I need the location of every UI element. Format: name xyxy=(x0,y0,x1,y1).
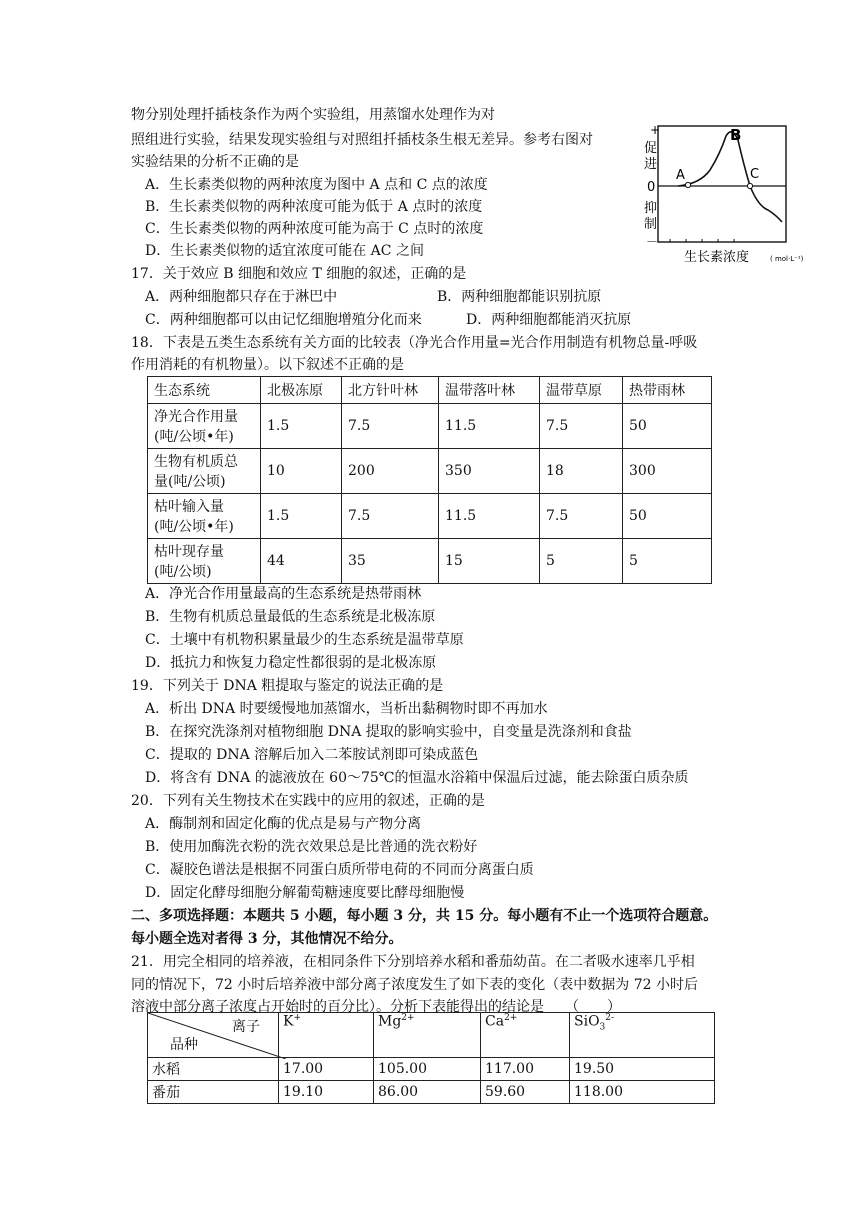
q20-option-a: A．酶制剂和固定化酶的优点是易与产物分离 xyxy=(145,816,422,832)
ion-charge: 2- xyxy=(605,1013,615,1023)
q21-text-line1: 21．用完全相同的培养液，在相同条件下分别培养水稻和番茄幼苗。在二者吸水速率几乎相 xyxy=(131,954,695,970)
q18-option-b: B．生物有机质总量最低的生态系统是北极冻原 xyxy=(145,609,436,625)
ion-charge: 2+ xyxy=(504,1013,518,1023)
row-label-line1: 枯叶现存量 xyxy=(154,544,224,560)
q16-growth-graph xyxy=(640,118,830,268)
table-cell: 35 xyxy=(342,539,439,584)
section2-heading-line1: 二、多项选择题：本题共 5 小题，每小题 3 分，共 15 分。每小题有不止一个选项符合题意。 xyxy=(131,908,718,924)
point-c-marker xyxy=(747,183,752,188)
table-row xyxy=(148,1058,715,1081)
plus-sign: + xyxy=(650,123,661,137)
table-cell: 300 xyxy=(623,449,712,494)
q19-option-c: C．提取的 DNA 溶解后加入二苯胺试剂即可染成蓝色 xyxy=(145,747,479,763)
promote-label-1: 促 xyxy=(644,141,658,156)
corner-header-cell xyxy=(148,1013,279,1058)
ion-base: K xyxy=(283,1013,294,1030)
ion-base: SiO xyxy=(574,1013,600,1030)
q18-option-c: C．土壤中有机物积累量最少的生态系统是温带草原 xyxy=(145,632,464,648)
row-label-line1: 枯叶输入量 xyxy=(154,499,224,515)
inhibit-label-1: 抑 xyxy=(644,201,658,216)
row-label-line1: 净光合作用量 xyxy=(154,409,238,425)
q21-text-line2: 同的情况下，72 小时后培养液中部分离子浓度发生了如下表的变化（表中数据为 72 小时后 xyxy=(131,977,698,993)
table-cell: 19.50 xyxy=(570,1058,715,1081)
table-cell: 59.60 xyxy=(481,1081,570,1104)
corner-label-ion: 离子 xyxy=(232,1019,260,1035)
q16-text-line1: 物分别处理扦插枝条作为两个实验组，用蒸馏水处理作为对 xyxy=(131,107,495,123)
table-header-row xyxy=(148,1013,715,1058)
table-cell: 105.00 xyxy=(374,1058,481,1081)
table-cell: 19.10 xyxy=(279,1081,374,1104)
table-row xyxy=(148,449,712,494)
table-header-row xyxy=(148,377,712,404)
header-temperate-deciduous: 温带落叶林 xyxy=(439,377,540,404)
corner-diagonal-line xyxy=(148,1013,286,1059)
header-tropical-rainforest: 热带雨林 xyxy=(623,377,712,404)
header-boreal-forest: 北方针叶林 xyxy=(342,377,439,404)
table-cell: 10 xyxy=(261,449,342,494)
table-cell: 18 xyxy=(540,449,623,494)
table-row xyxy=(148,494,712,539)
header-ion-mg xyxy=(374,1013,481,1058)
row-label-tomato: 番茄 xyxy=(148,1081,279,1104)
table-cell: 1.5 xyxy=(261,404,342,449)
table-cell: 1.5 xyxy=(261,494,342,539)
row-label-line2: (吨/公顷) xyxy=(154,564,212,580)
point-b-label: B xyxy=(730,126,742,144)
q16-text-line3: 实验结果的分析不正确的是 xyxy=(131,154,299,170)
x-axis-unit: ( mol·L⁻¹) xyxy=(770,255,804,263)
table-cell: 118.00 xyxy=(570,1081,715,1104)
table-cell: 86.00 xyxy=(374,1081,481,1104)
q16-option-c: C．生长素类似物的两种浓度可能为高于 C 点时的浓度 xyxy=(145,221,484,237)
q18-text-line2: 作用消耗的有机物量）。以下叙述不正确的是 xyxy=(131,357,404,373)
corner-label-variety: 品种 xyxy=(170,1037,198,1053)
q19-option-b: B．在探究洗涤剂对植物细胞 DNA 提取的影响实验中，自变量是洗涤剂和食盐 xyxy=(145,724,632,740)
table-row xyxy=(148,1081,715,1104)
row-label xyxy=(148,404,261,449)
q17-option-b: B．两种细胞都能识别抗原 xyxy=(437,289,602,305)
table-cell: 50 xyxy=(623,494,712,539)
promote-label-2: 进 xyxy=(644,157,658,172)
point-c-label: C xyxy=(750,167,760,182)
table-cell: 200 xyxy=(342,449,439,494)
row-label-line1: 生物有机质总 xyxy=(154,454,238,470)
ion-charge: 2+ xyxy=(401,1013,415,1023)
table-cell: 11.5 xyxy=(439,494,540,539)
table-cell: 350 xyxy=(439,449,540,494)
q19-option-d: D．将含有 DNA 的滤液放在 60～75℃的恒温水浴箱中保温后过滤，能去除蛋白质杂质 xyxy=(145,770,689,786)
table-cell: 7.5 xyxy=(342,494,439,539)
inhibit-label-2: 制 xyxy=(644,217,658,232)
row-label-line2: 量(吨/公顷) xyxy=(154,474,226,490)
table-cell: 5 xyxy=(540,539,623,584)
point-a-marker xyxy=(685,182,690,187)
q18-option-a: A．净光合作用量最高的生态系统是热带雨林 xyxy=(145,586,422,602)
ion-base: Ca xyxy=(485,1013,505,1030)
table-cell: 117.00 xyxy=(481,1058,570,1081)
row-label-rice: 水稻 xyxy=(148,1058,279,1081)
q20-stem: 20．下列有关生物技术在实践中的应用的叙述，正确的是 xyxy=(131,793,485,809)
q16-option-a: A．生长素类似物的两种浓度为图中 A 点和 C 点的浓度 xyxy=(145,177,488,193)
table-row xyxy=(148,404,712,449)
table-cell: 7.5 xyxy=(342,404,439,449)
q18-text-line1: 18．下表是五类生态系统有关方面的比较表（净光合作用量=光合作用制造有机物总量-呼吸 xyxy=(131,335,698,351)
ion-subscript: 3 xyxy=(599,1022,606,1033)
q18-option-d: D．抵抗力和恢复力稳定性都很弱的是北极冻原 xyxy=(145,655,437,671)
table-cell: 11.5 xyxy=(439,404,540,449)
table-cell: 44 xyxy=(261,539,342,584)
section2-heading-line2: 每小题全选对者得 3 分，其他情况不给分。 xyxy=(131,931,403,947)
growth-curve xyxy=(678,132,782,222)
header-ion-sio3 xyxy=(570,1013,715,1058)
table-cell: 7.5 xyxy=(540,404,623,449)
q20-option-b: B．使用加酶洗衣粉的洗衣效果总是比普通的洗衣粉好 xyxy=(145,839,478,855)
q20-option-d: D．固定化酵母细胞分解葡萄糖速度要比酵母细胞慢 xyxy=(145,885,465,901)
header-arctic-tundra: 北极冻原 xyxy=(261,377,342,404)
q19-stem: 19．下列关于 DNA 粗提取与鉴定的说法正确的是 xyxy=(131,678,444,694)
header-ion-k xyxy=(279,1013,374,1058)
table-cell: 50 xyxy=(623,404,712,449)
header-ecosystem: 生态系统 xyxy=(148,377,261,404)
header-temperate-grassland: 温带草原 xyxy=(540,377,623,404)
table-cell: 5 xyxy=(623,539,712,584)
q18-table xyxy=(147,376,712,584)
q16-option-b: B．生长素类似物的两种浓度可能为低于 A 点时的浓度 xyxy=(145,199,483,215)
q17-option-c: C．两种细胞都可以由记忆细胞增殖分化而来 xyxy=(145,312,422,328)
graph-frame xyxy=(658,126,786,242)
q17-option-a: A．两种细胞都只存在于淋巴中 xyxy=(145,289,338,305)
table-cell: 7.5 xyxy=(540,494,623,539)
q16-text-line2: 照组进行实验，结果发现实验组与对照组扦插枝条生根无差异。参考右图对 xyxy=(131,132,593,148)
q16-option-d: D．生长素类似物的适宜浓度可能在 AC 之间 xyxy=(145,243,424,259)
table-cell: 15 xyxy=(439,539,540,584)
table-cell: 17.00 xyxy=(279,1058,374,1081)
q21-table xyxy=(147,1012,715,1104)
q17-option-d: D．两种细胞都能消灭抗原 xyxy=(466,312,632,328)
minus-sign: － xyxy=(646,235,659,249)
row-label-line2: (吨/公顷•年) xyxy=(154,429,234,445)
x-axis-label: 生长素浓度 xyxy=(684,250,750,265)
zero-label: 0 xyxy=(647,180,656,195)
point-a-label: A xyxy=(676,168,685,183)
q21-text-line3: 溶液中部分离子浓度占开始时的百分比）。分析下表能得出的结论是 （ ） xyxy=(131,999,621,1015)
ion-base: Mg xyxy=(378,1013,402,1030)
row-label-line2: (吨/公顷•年) xyxy=(154,519,234,535)
q17-stem: 17．关于效应 B 细胞和效应 T 细胞的叙述，正确的是 xyxy=(131,266,467,282)
q20-option-c: C．凝胶色谱法是根据不同蛋白质所带电荷的不同而分离蛋白质 xyxy=(145,862,534,878)
ion-charge: + xyxy=(293,1013,302,1023)
row-label xyxy=(148,494,261,539)
row-label xyxy=(148,539,261,584)
row-label xyxy=(148,449,261,494)
table-row xyxy=(148,539,712,584)
q19-option-a: A．析出 DNA 时要缓慢地加蒸馏水，当析出黏稠物时即不再加水 xyxy=(145,701,548,717)
header-ion-ca xyxy=(481,1013,570,1058)
